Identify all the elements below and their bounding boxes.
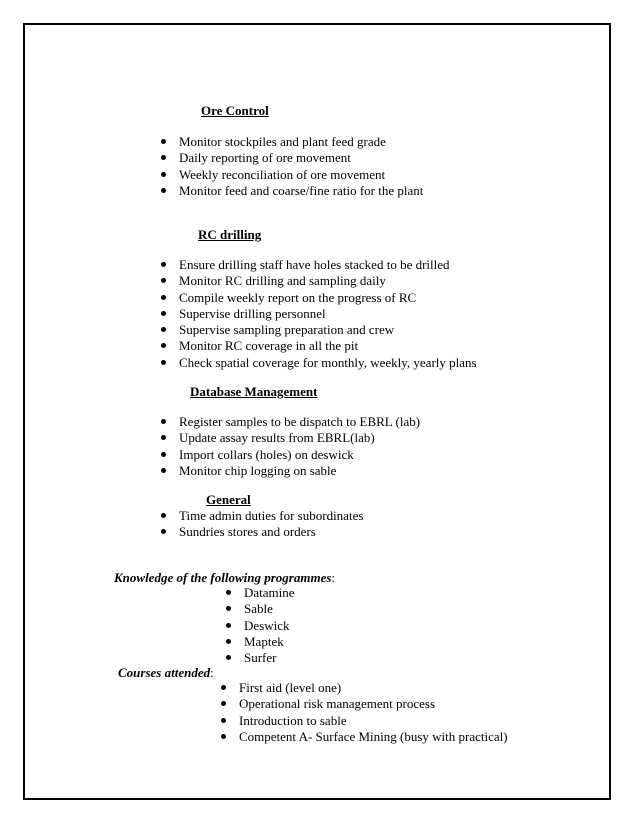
bullet-icon	[161, 529, 166, 534]
list-item	[221, 713, 508, 729]
list-item	[221, 729, 508, 745]
list-item-text: Monitor RC coverage in all the pit	[179, 338, 359, 354]
list-item-text: Introduction to sable	[239, 712, 347, 728]
bullet-icon	[161, 139, 166, 144]
list-item	[161, 150, 423, 166]
courses-label-text: Courses attended	[118, 665, 211, 680]
list-item-text: Competent A- Surface Mining (busy with practical)	[239, 728, 508, 744]
list-item-text: Maptek	[244, 633, 284, 649]
bullet-icon	[221, 685, 226, 690]
list-item-text: Update assay results from EBRL(lab)	[179, 430, 375, 446]
list-item	[226, 618, 295, 634]
list-item-text: Operational risk management process	[239, 696, 436, 712]
list-item-text: Datamine	[244, 585, 295, 600]
list-item	[221, 696, 508, 712]
list-item-text: Monitor stockpiles and plant feed grade	[179, 134, 386, 149]
list-item-text: Weekly reconciliation of ore movement	[179, 166, 386, 182]
knowledge-label-colon: :	[331, 570, 336, 585]
knowledge-list	[226, 585, 295, 666]
courses-list	[221, 680, 508, 745]
bullet-icon	[161, 419, 166, 424]
list-item	[161, 306, 477, 322]
list-item-text: Monitor RC drilling and sampling daily	[179, 273, 386, 289]
bullet-icon	[221, 718, 226, 723]
bullet-icon	[161, 513, 166, 518]
bullet-icon	[161, 188, 166, 193]
list-item	[161, 463, 420, 479]
list-item-text: Deswick	[244, 617, 290, 633]
bullet-icon	[161, 468, 166, 473]
list-item	[161, 338, 477, 354]
list-item	[161, 183, 423, 199]
bullet-icon	[161, 343, 166, 348]
list-item	[161, 167, 423, 183]
bullet-icon	[161, 452, 166, 457]
bullet-icon	[161, 360, 166, 365]
bullet-icon	[221, 734, 226, 739]
list-item-text: Sable	[244, 601, 273, 617]
list-item-text: Compile weekly report on the progress of RC	[179, 289, 417, 305]
bullet-icon	[161, 327, 166, 332]
bullet-icon	[226, 623, 231, 628]
bullet-icon	[221, 701, 226, 706]
knowledge-label	[114, 570, 335, 586]
list-item-text: Ensure drilling staff have holes stacked to be drilled	[179, 257, 450, 272]
list-item-text: Daily reporting of ore movement	[179, 150, 351, 166]
list-item-text: Supervise drilling personnel	[179, 305, 326, 321]
list-item-text: Monitor chip logging on sable	[179, 462, 337, 478]
knowledge-label-text: Knowledge of the following programmes	[114, 570, 332, 585]
list-item-text: Register samples to be dispatch to EBRL (lab)	[179, 414, 421, 429]
bullet-icon	[226, 639, 231, 644]
list-item	[161, 134, 423, 150]
bullet-icon	[161, 155, 166, 160]
general-heading: General	[206, 492, 251, 507]
ore-control-list	[161, 134, 423, 199]
database-management-list	[161, 414, 420, 479]
list-item	[161, 273, 477, 289]
list-item	[161, 322, 477, 338]
courses-label-colon: :	[210, 665, 214, 680]
list-item-text: Sundries stores and orders	[179, 524, 316, 540]
bullet-icon	[161, 172, 166, 177]
list-item	[161, 257, 477, 273]
list-item	[226, 650, 295, 666]
bullet-icon	[226, 606, 231, 611]
bullet-icon	[226, 655, 231, 660]
courses-label	[118, 665, 214, 681]
list-item	[226, 634, 295, 650]
list-item	[161, 414, 420, 430]
list-item	[161, 290, 477, 306]
bullet-icon	[161, 262, 166, 267]
bullet-icon	[161, 278, 166, 283]
list-item-text: Surfer	[244, 650, 277, 666]
ore-control-heading: Ore Control	[201, 103, 269, 118]
list-item-text: Check spatial coverage for monthly, weekly, yearly plans	[179, 354, 477, 370]
list-item	[226, 601, 295, 617]
list-item-text: Supervise sampling preparation and crew	[179, 322, 395, 338]
list-item	[161, 447, 420, 463]
rc-drilling-heading: RC drilling	[198, 227, 262, 242]
list-item	[161, 430, 420, 446]
list-item-text: Monitor feed and coarse/fine ratio for the plant	[179, 182, 424, 198]
bullet-icon	[161, 311, 166, 316]
bullet-icon	[161, 295, 166, 300]
bullet-icon	[226, 590, 231, 595]
database-management-heading: Database Management	[190, 384, 318, 399]
general-list	[161, 508, 363, 541]
list-item-text: Time admin duties for subordinates	[179, 508, 364, 523]
rc-drilling-list	[161, 257, 477, 371]
list-item	[226, 585, 295, 601]
list-item	[161, 524, 363, 540]
bullet-icon	[161, 435, 166, 440]
list-item-text: First aid (level one)	[239, 680, 342, 695]
list-item	[161, 355, 477, 371]
list-item-text: Import collars (holes) on deswick	[179, 446, 354, 462]
list-item	[221, 680, 508, 696]
list-item	[161, 508, 363, 524]
